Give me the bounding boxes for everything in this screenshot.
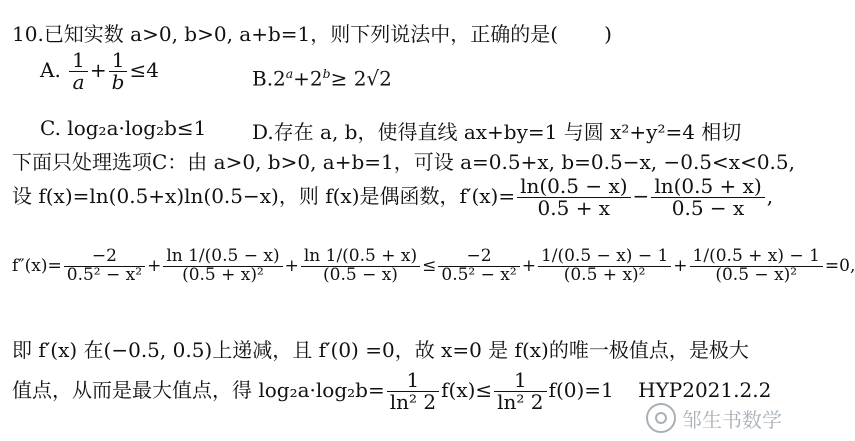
- option-a: A. $\frac{1}{a}$ + $\frac{1}{b}$ ≤4: [40, 48, 159, 94]
- watermark: [646, 403, 782, 433]
- solution-line-3: f″(x)= $\frac{-2}{\text{0.5² − x²}}$ + $\frac{\ln 1/(0.5 - x)}{\text{(0.5 + x)²}}$ + $\frac{\ln 1/(0.5 + x)}{(0.5 - x)}$ ≤ $\frac{-2}{\text{0.5² − x²}}$ + $\frac{1/(0.5 - x) - 1}{\text{(0.5 + x)²}}$ + $\frac{1/(0.5 + x) - 1}{\text{(0.5 − x)²}}$ =0,: [12, 246, 855, 285]
- solution-line-1: 下面只处理选项C：由 a>0, b>0, a+b=1，可设 a=0.5+x, b=0.5−x, −0.5<x<0.5,: [12, 150, 795, 174]
- option-b: $B.2^a+2^b\ge 2√2$: [252, 66, 392, 91]
- option-a-label: A.: [40, 58, 61, 82]
- question-paren-close: ): [604, 22, 612, 46]
- watermark-text: 邹生书数学: [682, 407, 782, 432]
- solution-line-2: 设 f(x)=ln(0.5+x)ln(0.5−x)，则 f(x)是偶函数，f′(x)= $\frac{\ln(0.5 - x)}{0.5 + x}$ − $\frac{\ln(0.5 + x)}{0.5 - x}$ ,: [12, 174, 774, 220]
- option-a-frac1: $\frac{1}{a}$: [69, 50, 88, 93]
- fprime-frac1: $\frac{\ln(0.5 - x)}{0.5 + x}$: [517, 176, 630, 219]
- solution-line-4: 即 f′(x) 在(−0.5, 0.5)上递减，且 f′(0) =0，故 x=0 是 f(x)的唯一极值点，是极大: [12, 338, 749, 362]
- option-c: C. log₂a·log₂b≤1: [40, 116, 207, 140]
- solution-line-5: 值点，从而是最大值点，得 log₂a·log₂b= $\frac{1}{\text{ln² 2}}$ f(x)≤ $\frac{1}{\text{ln² 2}}$ f(0)=1 HYP2021.2.2: [12, 368, 772, 414]
- option-d: D.存在 a, b，使得直线 ax+by=1 与圆 x²+y²=4 相切: [252, 120, 742, 144]
- question-number: 10.: [12, 22, 44, 46]
- question-text: 已知实数 a>0, b>0, a+b=1，则下列说法中，正确的是(: [43, 22, 559, 46]
- wechat-icon: [646, 403, 676, 433]
- question-stem: [12, 18, 612, 47]
- signature: HYP2021.2.2: [638, 378, 772, 402]
- option-a-frac2: $\frac{1}{b}$: [109, 50, 128, 93]
- fprime-frac2: $\frac{\ln(0.5 + x)}{0.5 - x}$: [651, 176, 764, 219]
